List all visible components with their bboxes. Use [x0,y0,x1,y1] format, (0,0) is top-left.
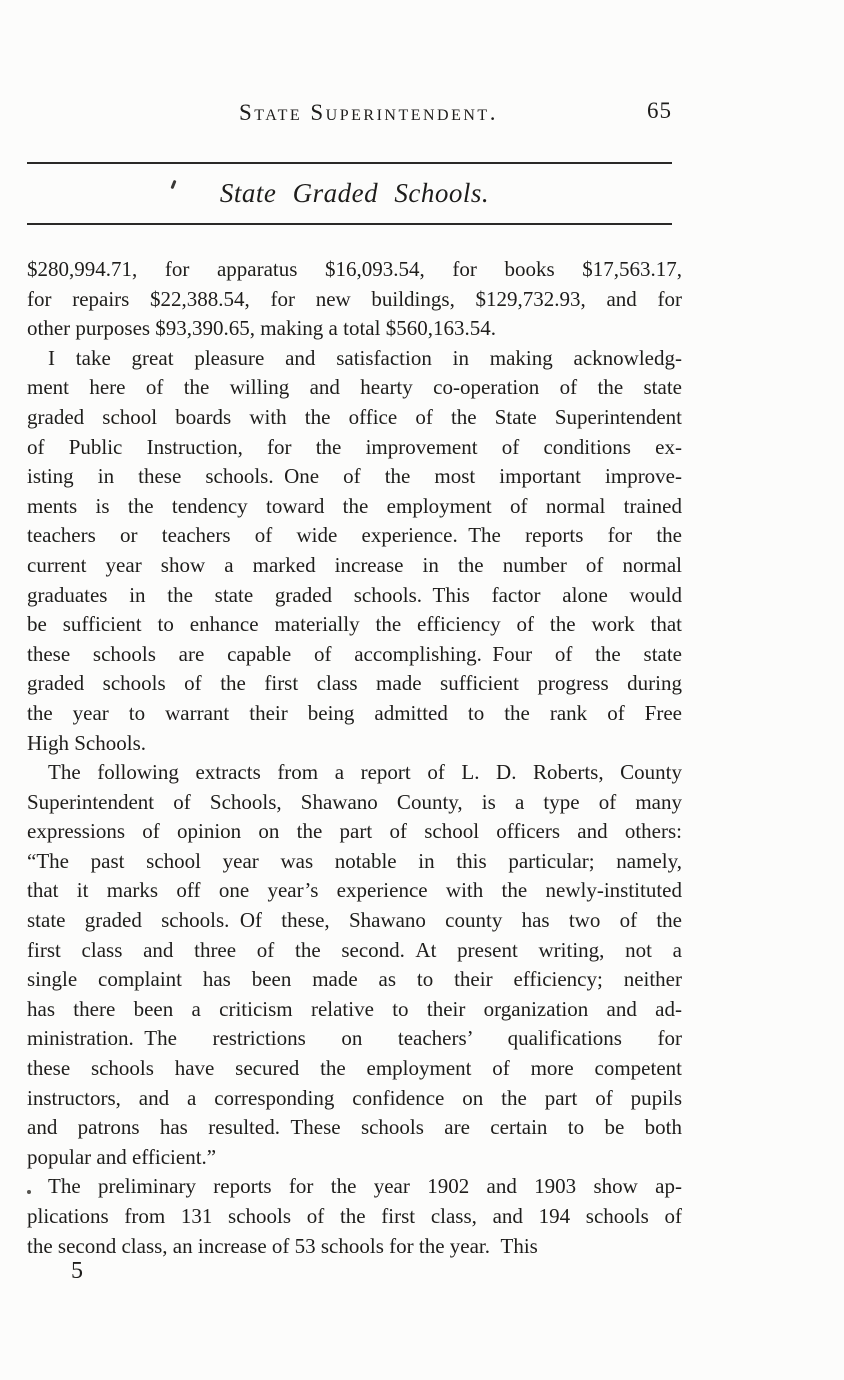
running-head [27,100,682,126]
signature-mark: 5 [71,1258,83,1284]
text-line: these schools are capable of accomplishing. Four of the state [27,641,682,666]
page-number: 65 [647,98,672,123]
text-line: instructors, and a corresponding confidence on the part of pupils [27,1085,682,1110]
text-line: teachers or teachers of wide experience. The reports for the [27,523,682,548]
text-line: that it marks off one year’s experience with the newly-instituted [27,878,682,903]
text-line: these schools have secured the employment of more competent [27,1056,682,1081]
text-line: the second class, an increase of 53 schools for the year. This [27,1233,538,1258]
text-line: graded schools of the first class made sufficient progress during [27,671,682,696]
text-line: graduates in the state graded schools. This factor alone would [27,582,682,607]
text-line: first class and three of the second. At present writing, not a [27,937,682,962]
text-line: state graded schools. Of these, Shawano county has two of the [27,908,682,933]
text-line: popular and efficient.” [27,1144,217,1169]
text-line: and patrons has resulted. These schools are certain to be both [27,1115,682,1140]
scan-speck-dot [27,1190,31,1194]
text-line: $280,994.71, for apparatus $16,093.54, for books $17,563.17, [27,257,682,281]
text-line: current year show a marked increase in the number of normal [27,552,682,577]
text-line: The preliminary reports for the year 1902 and 1903 show ap- [48,1174,682,1199]
paragraph [27,344,682,758]
horizontal-rule-top [27,162,672,164]
text-line: “The past school year was notable in this particular; namely, [27,848,682,873]
text-line: ministration. The restrictions on teachers’ qualifications for [27,1026,682,1051]
text-line: High Schools. [27,730,147,755]
text-line: single complaint has been made as to their efficiency; neither [27,967,682,992]
text-line: of Public Instruction, for the improvement of conditions ex- [27,434,682,459]
text-line: for repairs $22,388.54, for new buildings, $129,732.93, and for [27,286,682,311]
text-line: be sufficient to enhance materially the efficiency of the work that [27,612,682,637]
text-line: expressions of opinion on the part of school officers and others: [27,819,682,844]
text-line: plications from 131 schools of the first class, and 194 schools of [27,1204,682,1228]
text-line: the year to warrant their being admitted to the rank of Free [27,700,682,725]
body-text [27,255,682,1261]
running-head-title: State Superintendent. [239,100,498,125]
text-line: I take great pleasure and satisfaction in making acknowledg- [48,345,682,370]
text-line: Superintendent of Schools, Shawano County, is a type of many [27,789,682,814]
text-line: has there been a criticism relative to their organization and ad- [27,996,682,1021]
text-line: The following extracts from a report of L. D. Roberts, County [48,760,682,785]
text-line: isting in these schools. One of the most important improve- [27,464,682,489]
paragraph [27,1172,682,1261]
paragraph [27,758,682,1172]
text-line: graded school boards with the office of the State Superintendent [27,404,682,429]
text-line: ment here of the willing and hearty co-operation of the state [27,375,682,400]
paragraph [27,255,682,344]
text-line: other purposes $93,390.65, making a total $560,163.54. [27,316,496,341]
horizontal-rule-bottom [27,223,672,225]
text-line: ments is the tendency toward the employment of normal trained [27,493,682,518]
section-title: State Graded Schools. [219,178,490,208]
